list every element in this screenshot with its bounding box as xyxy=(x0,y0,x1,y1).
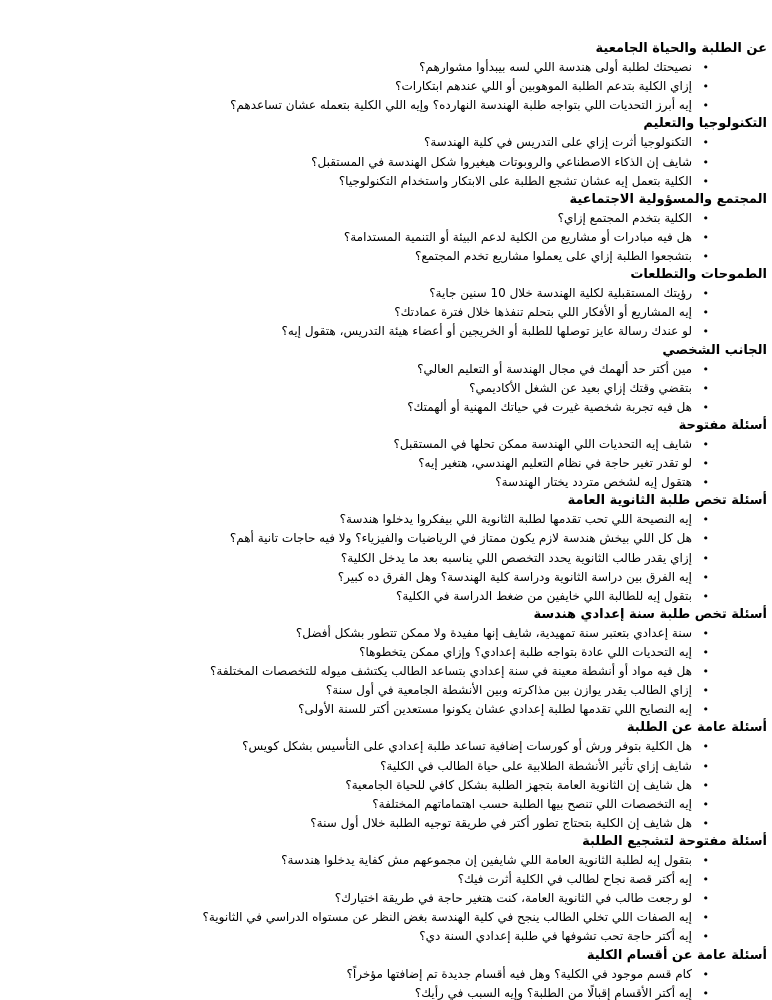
bullet-icon: • xyxy=(702,589,709,603)
bullet-icon: • xyxy=(702,99,709,113)
question-item xyxy=(30,77,709,96)
section-heading: أسئلة مفتوحة لتشجيع الطلبة xyxy=(582,833,767,849)
question-item xyxy=(30,153,709,172)
bullet-icon: • xyxy=(702,80,709,94)
question-list xyxy=(30,360,767,417)
question-text: كام قسم موجود في الكلية؟ وهل فيه أقسام جديدة تم إضافتها مؤخراً؟ xyxy=(346,966,692,981)
question-list xyxy=(30,209,767,266)
section-heading: أسئلة تخص طلبة الثانوية العامة xyxy=(567,493,767,509)
question-text: الكلية بتخدم المجتمع إزاي؟ xyxy=(557,210,692,225)
question-item xyxy=(30,96,709,115)
bullet-icon: • xyxy=(702,381,709,395)
question-item xyxy=(30,737,709,756)
question-text: بتقول إيه لطلبة الثانوية العامة اللي شايفين إن مجموعهم مش كفاية يدخلوا هندسة؟ xyxy=(281,853,692,868)
question-text: إيه التخصصات اللي تنصح بيها الطلبة حسب اهتماماتهم المختلفة؟ xyxy=(372,796,692,811)
section xyxy=(30,40,767,115)
question-item xyxy=(30,209,709,228)
question-item xyxy=(30,662,709,681)
question-text: الكلية بتعمل إيه عشان تشجع الطلبة على الابتكار واستخدام التكنولوجيا؟ xyxy=(338,173,692,188)
question-text: هل شايف إن الكلية بتحتاج تطور أكتر في طريقة توجيه الطلبة خلال أول سنة؟ xyxy=(310,815,692,830)
section-heading: أسئلة عامة عن الطلبة xyxy=(626,720,767,736)
bullet-icon: • xyxy=(702,476,709,490)
question-text: إزاي يقدر طالب الثانوية يحدد التخصص اللي يناسبه بعد ما يدخل الكلية؟ xyxy=(340,550,692,565)
bullet-icon: • xyxy=(702,986,709,1000)
question-text: سنة إعدادي بتعتبر سنة تمهيدية، شايف إنها مفيدة ولا ممكن تتطور بشكل أفضل؟ xyxy=(295,625,692,640)
section-heading: الجانب الشخصي xyxy=(662,342,767,358)
bullet-icon: • xyxy=(702,703,709,717)
question-text: شايف إزاي تأثير الأنشطة الطلابية على حياة الطالب في الكلية؟ xyxy=(380,758,692,773)
question-item xyxy=(30,473,709,492)
bullet-icon: • xyxy=(702,626,709,640)
question-item xyxy=(30,529,709,548)
question-item xyxy=(30,776,709,795)
section-heading: التكنولوجيا والتعليم xyxy=(643,116,767,132)
question-text: هل فيه مواد أو أنشطة معينة في سنة إعدادي بتساعد الطالب يكتشف ميوله للتخصصات المختلفة؟ xyxy=(210,664,692,679)
bullet-icon: • xyxy=(702,778,709,792)
bullet-icon: • xyxy=(702,854,709,868)
question-item xyxy=(30,870,709,889)
question-item xyxy=(30,965,709,984)
question-text: هل الكلية بتوفر ورش أو كورسات إضافية تساعد طلبة إعدادي على التأسيس بشكل كويس؟ xyxy=(242,739,692,754)
question-item xyxy=(30,549,709,568)
question-text: التكنولوجيا أثرت إزاي على التدريس في كلية الهندسة؟ xyxy=(423,135,692,150)
question-text: نصيحتك لطلبة أولى هندسة اللي لسه بيبدأوا مشوارهم؟ xyxy=(419,60,692,75)
question-item xyxy=(30,587,709,606)
section-heading: أسئلة عامة عن أقسام الكلية xyxy=(586,947,767,963)
question-text: إزاي الكلية بتدعم الطلبة الموهوبين أو اللي عندهم ابتكارات؟ xyxy=(395,79,692,94)
question-list xyxy=(30,510,767,605)
section xyxy=(30,833,767,947)
question-text: إيه أكتر قصة نجاح لطالب في الكلية أثرت فيك؟ xyxy=(457,872,692,887)
question-item xyxy=(30,814,709,833)
question-item xyxy=(30,247,709,266)
question-text: شايف إن الذكاء الاصطناعي والروبوتات هيغيروا شكل الهندسة في المستقبل؟ xyxy=(311,154,692,169)
bullet-icon: • xyxy=(702,211,709,225)
question-text: بتشجعوا الطلبة إزاي على يعملوا مشاريع تخدم المجتمع؟ xyxy=(415,249,692,264)
bullet-icon: • xyxy=(702,306,709,320)
question-item xyxy=(30,284,709,303)
question-item xyxy=(30,984,709,1000)
question-list xyxy=(30,965,767,1000)
question-text: إيه المشاريع أو الأفكار اللي بتحلم تنفذها خلال فترة عمادتك؟ xyxy=(394,305,692,320)
question-text: إيه أبرز التحديات اللي بتواجه طلبة الهندسة النهارده؟ وإيه اللي الكلية بتعمله عشان تساعدهم؟ xyxy=(230,98,692,113)
section xyxy=(30,115,767,190)
question-item xyxy=(30,624,709,643)
question-item xyxy=(30,510,709,529)
bullet-icon: • xyxy=(702,513,709,527)
question-text: هل فيه تجربة شخصية غيرت في حياتك المهنية أو ألهمتك؟ xyxy=(407,399,692,414)
section xyxy=(30,947,767,1000)
question-item xyxy=(30,435,709,454)
question-list xyxy=(30,133,767,190)
question-list xyxy=(30,624,767,719)
section-heading: الطموحات والتطلعات xyxy=(630,267,767,283)
bullet-icon: • xyxy=(702,437,709,451)
question-text: لو تقدر تغير حاجة في نظام التعليم الهندسي، هتغير إيه؟ xyxy=(418,456,692,471)
bullet-icon: • xyxy=(702,325,709,339)
question-item xyxy=(30,681,709,700)
bullet-icon: • xyxy=(702,873,709,887)
question-text: مين أكتر حد ألهمك في مجال الهندسة أو التعليم العالي؟ xyxy=(417,361,692,376)
bullet-icon: • xyxy=(702,570,709,584)
question-text: هل فيه مبادرات أو مشاريع من الكلية لدعم البيئة أو التنمية المستدامة؟ xyxy=(343,229,692,244)
section-heading: أسئلة مفتوحة xyxy=(678,417,767,433)
question-text: بتقول إيه للطالبة اللي خايفين من ضغط الدراسة في الكلية؟ xyxy=(395,588,692,603)
section xyxy=(30,342,767,417)
question-text: شايف إيه التحديات اللي الهندسة ممكن تحلها في المستقبل؟ xyxy=(393,436,692,451)
section-heading: عن الطلبة والحياة الجامعية xyxy=(595,41,767,56)
question-list xyxy=(30,737,767,832)
bullet-icon: • xyxy=(702,816,709,830)
bullet-icon: • xyxy=(702,61,709,75)
bullet-icon: • xyxy=(702,684,709,698)
question-text: بتقضي وقتك إزاي بعيد عن الشغل الأكاديمي؟ xyxy=(469,380,692,395)
question-item xyxy=(30,454,709,473)
bullet-icon: • xyxy=(702,646,709,659)
question-text: لو رجعت طالب في الثانوية العامة، كنت هتغير حاجة في طريقة اختيارك؟ xyxy=(334,891,692,906)
bullet-icon: • xyxy=(702,665,709,679)
bullet-icon: • xyxy=(702,136,709,150)
bullet-icon: • xyxy=(702,400,709,414)
bullet-icon: • xyxy=(702,967,709,981)
section xyxy=(30,417,767,492)
question-list xyxy=(30,435,767,492)
question-item xyxy=(30,322,709,341)
bullet-icon: • xyxy=(702,911,709,925)
questions-document xyxy=(30,40,767,1000)
question-text: إيه الفرق بين دراسة الثانوية ودراسة كلية الهندسة؟ وهل الفرق ده كبير؟ xyxy=(337,569,692,584)
question-item xyxy=(30,927,709,946)
bullet-icon: • xyxy=(702,532,709,546)
question-item xyxy=(30,757,709,776)
question-text: إيه النصايح اللي تقدمها لطلبة إعدادي عشان يكونوا مستعدين أكتر للسنة الأولى؟ xyxy=(298,702,692,717)
section xyxy=(30,492,767,606)
question-text: هل شايف إن الثانوية العامة بتجهز الطلبة بشكل كافي للحياة الجامعية؟ xyxy=(345,777,692,792)
bullet-icon: • xyxy=(702,362,709,376)
question-text: إيه النصيحة اللي تحب تقدمها لطلبة الثانوية اللي بيفكروا يدخلوا هندسة؟ xyxy=(339,512,692,527)
question-item xyxy=(30,908,709,927)
section xyxy=(30,719,767,833)
question-text: إيه التحديات اللي عادة بتواجه طلبة إعدادي؟ وإزاي ممكن يتخطوها؟ xyxy=(359,645,692,659)
bullet-icon: • xyxy=(702,740,709,754)
bullet-icon: • xyxy=(702,930,709,944)
question-text: لو عندك رسالة عايز توصلها للطلبة أو الخريجين أو أعضاء هيئة التدريس، هتقول إيه؟ xyxy=(281,324,692,339)
question-text: هتقول إيه لشخص متردد يختار الهندسة؟ xyxy=(495,475,692,490)
bullet-icon: • xyxy=(702,230,709,244)
section-heading: المجتمع والمسؤولية الاجتماعية xyxy=(569,191,767,207)
question-item xyxy=(30,795,709,814)
question-list xyxy=(30,284,767,341)
section xyxy=(30,266,767,341)
question-list xyxy=(30,851,767,946)
question-text: رؤيتك المستقبلية لكلية الهندسة خلال 10 سنين جاية؟ xyxy=(429,286,692,301)
section xyxy=(30,606,767,720)
question-item xyxy=(30,700,709,719)
question-item xyxy=(30,58,709,77)
question-item xyxy=(30,228,709,247)
question-text: إيه أكتر الأقسام إقبالًا من الطلبة؟ وإيه السبب في رأيك؟ xyxy=(414,985,692,1000)
bullet-icon: • xyxy=(702,287,709,301)
question-item xyxy=(30,379,709,398)
question-item xyxy=(30,568,709,587)
question-item xyxy=(30,398,709,417)
bullet-icon: • xyxy=(702,892,709,906)
section-heading: أسئلة تخص طلبة سنة إعدادي هندسة xyxy=(533,606,767,622)
bullet-icon: • xyxy=(702,155,709,169)
question-item xyxy=(30,172,709,191)
question-text: إيه الصفات اللي تخلي الطالب ينجح في كلية الهندسة بغض النظر عن مستواه الدراسي في الثانوية؟ xyxy=(202,910,692,925)
question-item xyxy=(30,851,709,870)
question-item xyxy=(30,360,709,379)
question-item xyxy=(30,889,709,908)
question-text: إيه أكتر حاجة تحب تشوفها في طلبة إعدادي السنة دي؟ xyxy=(419,929,692,944)
question-item xyxy=(30,133,709,152)
section xyxy=(30,191,767,266)
question-text: هل كل اللي بيخش هندسة لازم يكون ممتاز في الرياضيات والفيزياء؟ ولا فيه حاجات تانية أهم؟ xyxy=(229,531,692,546)
bullet-icon: • xyxy=(702,457,709,471)
question-item xyxy=(30,643,709,662)
question-list xyxy=(30,58,767,115)
bullet-icon: • xyxy=(702,551,709,565)
bullet-icon: • xyxy=(702,797,709,811)
bullet-icon: • xyxy=(702,759,709,773)
bullet-icon: • xyxy=(702,250,709,264)
question-item xyxy=(30,303,709,322)
question-text: إزاي الطالب يقدر يوازن بين مذاكرته وبين الأنشطة الجامعية في أول سنة؟ xyxy=(325,683,692,698)
bullet-icon: • xyxy=(702,174,709,188)
